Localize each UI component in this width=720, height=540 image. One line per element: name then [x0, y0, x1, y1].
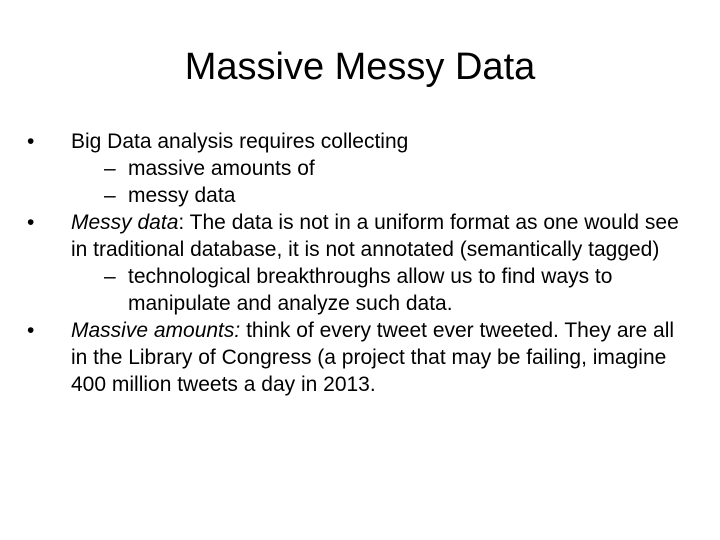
bullet-item-2	[27, 209, 681, 263]
bullet-item-1	[27, 128, 681, 155]
sub-bullet-item	[104, 263, 688, 317]
slide-title: Massive Messy Data	[184, 46, 536, 88]
sub-bullet-item	[104, 182, 688, 209]
bullet-item-3	[27, 317, 681, 398]
dash-marker: –	[104, 184, 116, 207]
bullet-marker: •	[27, 211, 35, 234]
sub-bullet-item	[104, 155, 688, 182]
bullet-text-wrap	[71, 317, 681, 398]
sub-bullet-text: massive amounts of	[128, 157, 315, 180]
bullet-text: : The data is not in a uniform format as one would see in traditional database, it is not annotated (semantically tagged)	[71, 211, 679, 261]
bullet-text-wrap	[71, 209, 681, 263]
dash-marker: –	[104, 157, 116, 180]
bullet-text: Big Data analysis requires collecting	[71, 130, 409, 153]
bullet-text: think of every tweet ever tweeted. They are all in the Library of Congress (a project that may be failing, imagine 400 million tweets a day in 2013.	[71, 319, 675, 396]
bullet-marker: •	[27, 130, 35, 153]
dash-marker: –	[104, 265, 116, 288]
bullet-emphasis: Massive amounts:	[71, 319, 241, 342]
sub-bullet-text: messy data	[128, 184, 236, 207]
bullet-emphasis: Messy data	[71, 211, 179, 234]
sub-bullet-text: technological breakthroughs allow us to find ways to manipulate and analyze such data.	[128, 265, 613, 315]
bullet-marker: •	[27, 319, 35, 342]
slide-body	[0, 128, 720, 398]
